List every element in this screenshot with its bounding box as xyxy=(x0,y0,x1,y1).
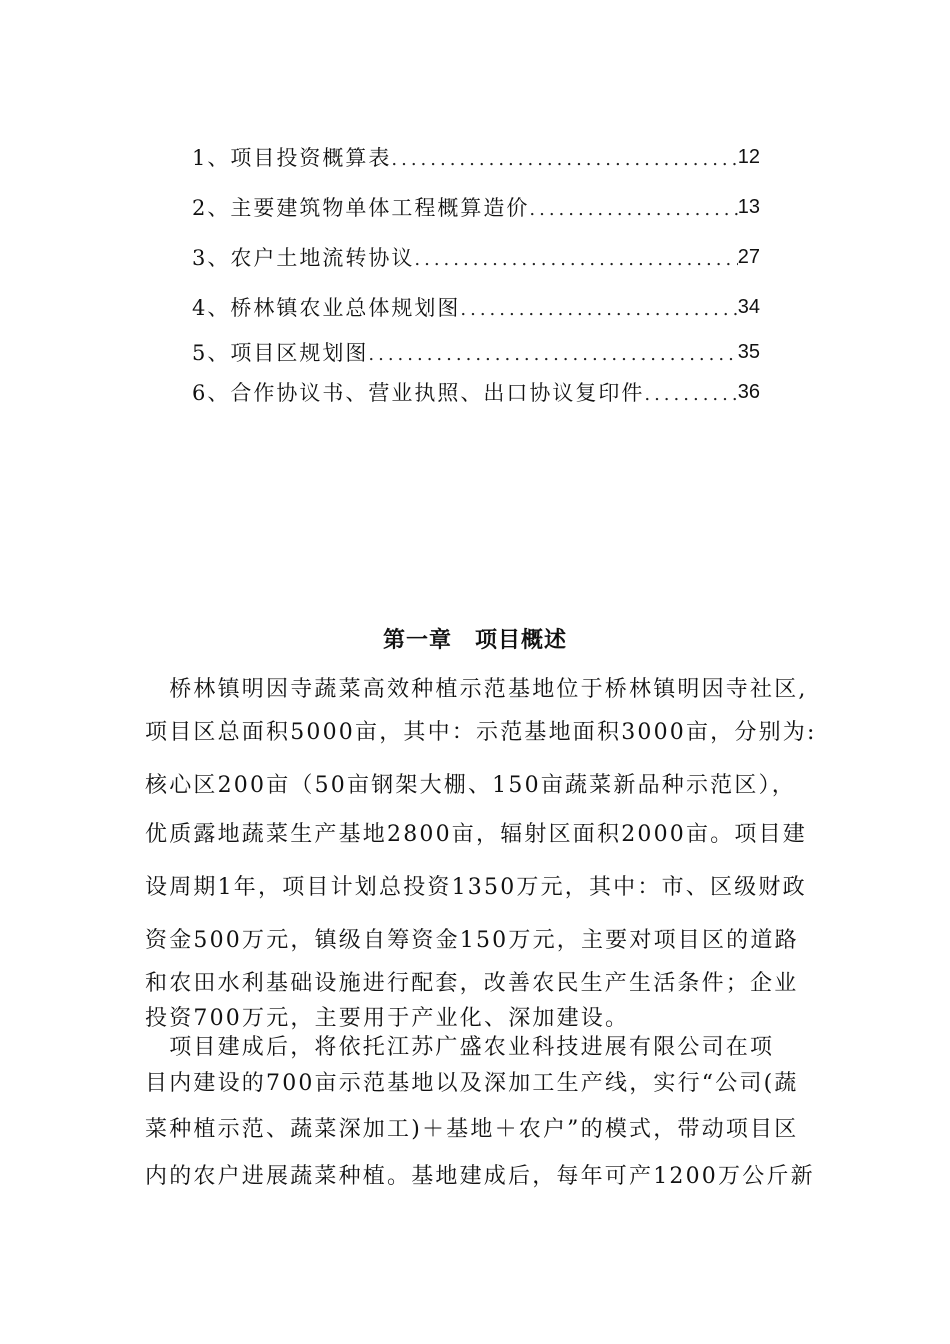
toc-entry-page: 13 xyxy=(737,195,760,218)
toc-leader-dots xyxy=(414,245,737,270)
toc-entry-label: 4、桥林镇农业总体规划图 xyxy=(192,296,461,320)
paragraph-line: 资金500万元，镇级自筹资金150万元，主要对项目区的道路 xyxy=(145,928,799,953)
paragraph-line: 桥林镇明因寺蔬菜高效种植示范基地位于桥林镇明因寺社区, xyxy=(145,677,808,702)
toc-entry-page: 34 xyxy=(737,295,760,318)
toc-entry-page: 36 xyxy=(737,380,760,403)
toc-entry xyxy=(192,372,760,412)
toc-entry-page: 27 xyxy=(737,245,760,268)
paragraph-2 xyxy=(145,1030,825,1199)
toc-entry xyxy=(192,282,760,332)
paragraph-line: 设周期1年，项目计划总投资1350万元，其中：市、区级财政 xyxy=(145,875,807,900)
toc-entry-label: 5、项目区规划图 xyxy=(192,341,369,365)
paragraph-line: 项目区总面积5000亩，其中：示范基地面积3000亩，分别为: xyxy=(145,720,817,745)
chapter-title: 第一章 项目概述 xyxy=(382,628,567,653)
paragraph-line: 目内建设的700亩示范基地以及深加工生产线，实行“公司(蔬 xyxy=(145,1071,799,1096)
toc-leader-dots xyxy=(460,295,737,320)
toc-entry-label: 3、农户土地流转协议 xyxy=(192,246,415,270)
toc-entry-label: 2、主要建筑物单体工程概算造价 xyxy=(192,196,530,220)
paragraph-line: 核心区200亩（50亩钢架大棚、150亩蔬菜新品种示范区）， xyxy=(145,773,796,798)
toc-entry-page: 12 xyxy=(737,145,760,168)
toc-leader-dots xyxy=(391,145,737,170)
paragraph-line: 项目建成后，将依托江苏广盛农业科技进展有限公司在项 xyxy=(145,1035,775,1060)
toc-entry-page: 35 xyxy=(737,340,760,363)
paragraph-line: 和农田水利基础设施进行配套，改善农民生产生活条件；企业 xyxy=(145,971,799,996)
toc-entry xyxy=(192,182,760,232)
appendix-list xyxy=(192,132,760,412)
paragraph-line: 菜种植示范、蔬菜深加工)＋基地＋农户”的模式，带动项目区 xyxy=(145,1117,799,1142)
toc-entry xyxy=(192,132,760,182)
toc-leader-dots xyxy=(644,380,737,405)
toc-leader-dots xyxy=(368,340,737,365)
toc-leader-dots xyxy=(529,195,737,220)
toc-entry xyxy=(192,332,760,372)
toc-entry-label: 6、合作协议书、营业执照、出口协议复印件 xyxy=(192,381,645,405)
paragraph-1 xyxy=(145,672,825,1039)
toc-entry xyxy=(192,232,760,282)
paragraph-line: 投资700万元，主要用于产业化、深加建设。 xyxy=(145,1006,630,1031)
toc-entry-label: 1、项目投资概算表 xyxy=(192,146,392,170)
paragraph-line: 优质露地蔬菜生产基地2800亩，辐射区面积2000亩。项目建 xyxy=(145,822,807,847)
paragraph-line: 内的农户进展蔬菜种植。基地建成后，每年可产1200万公斤新 xyxy=(145,1164,815,1189)
